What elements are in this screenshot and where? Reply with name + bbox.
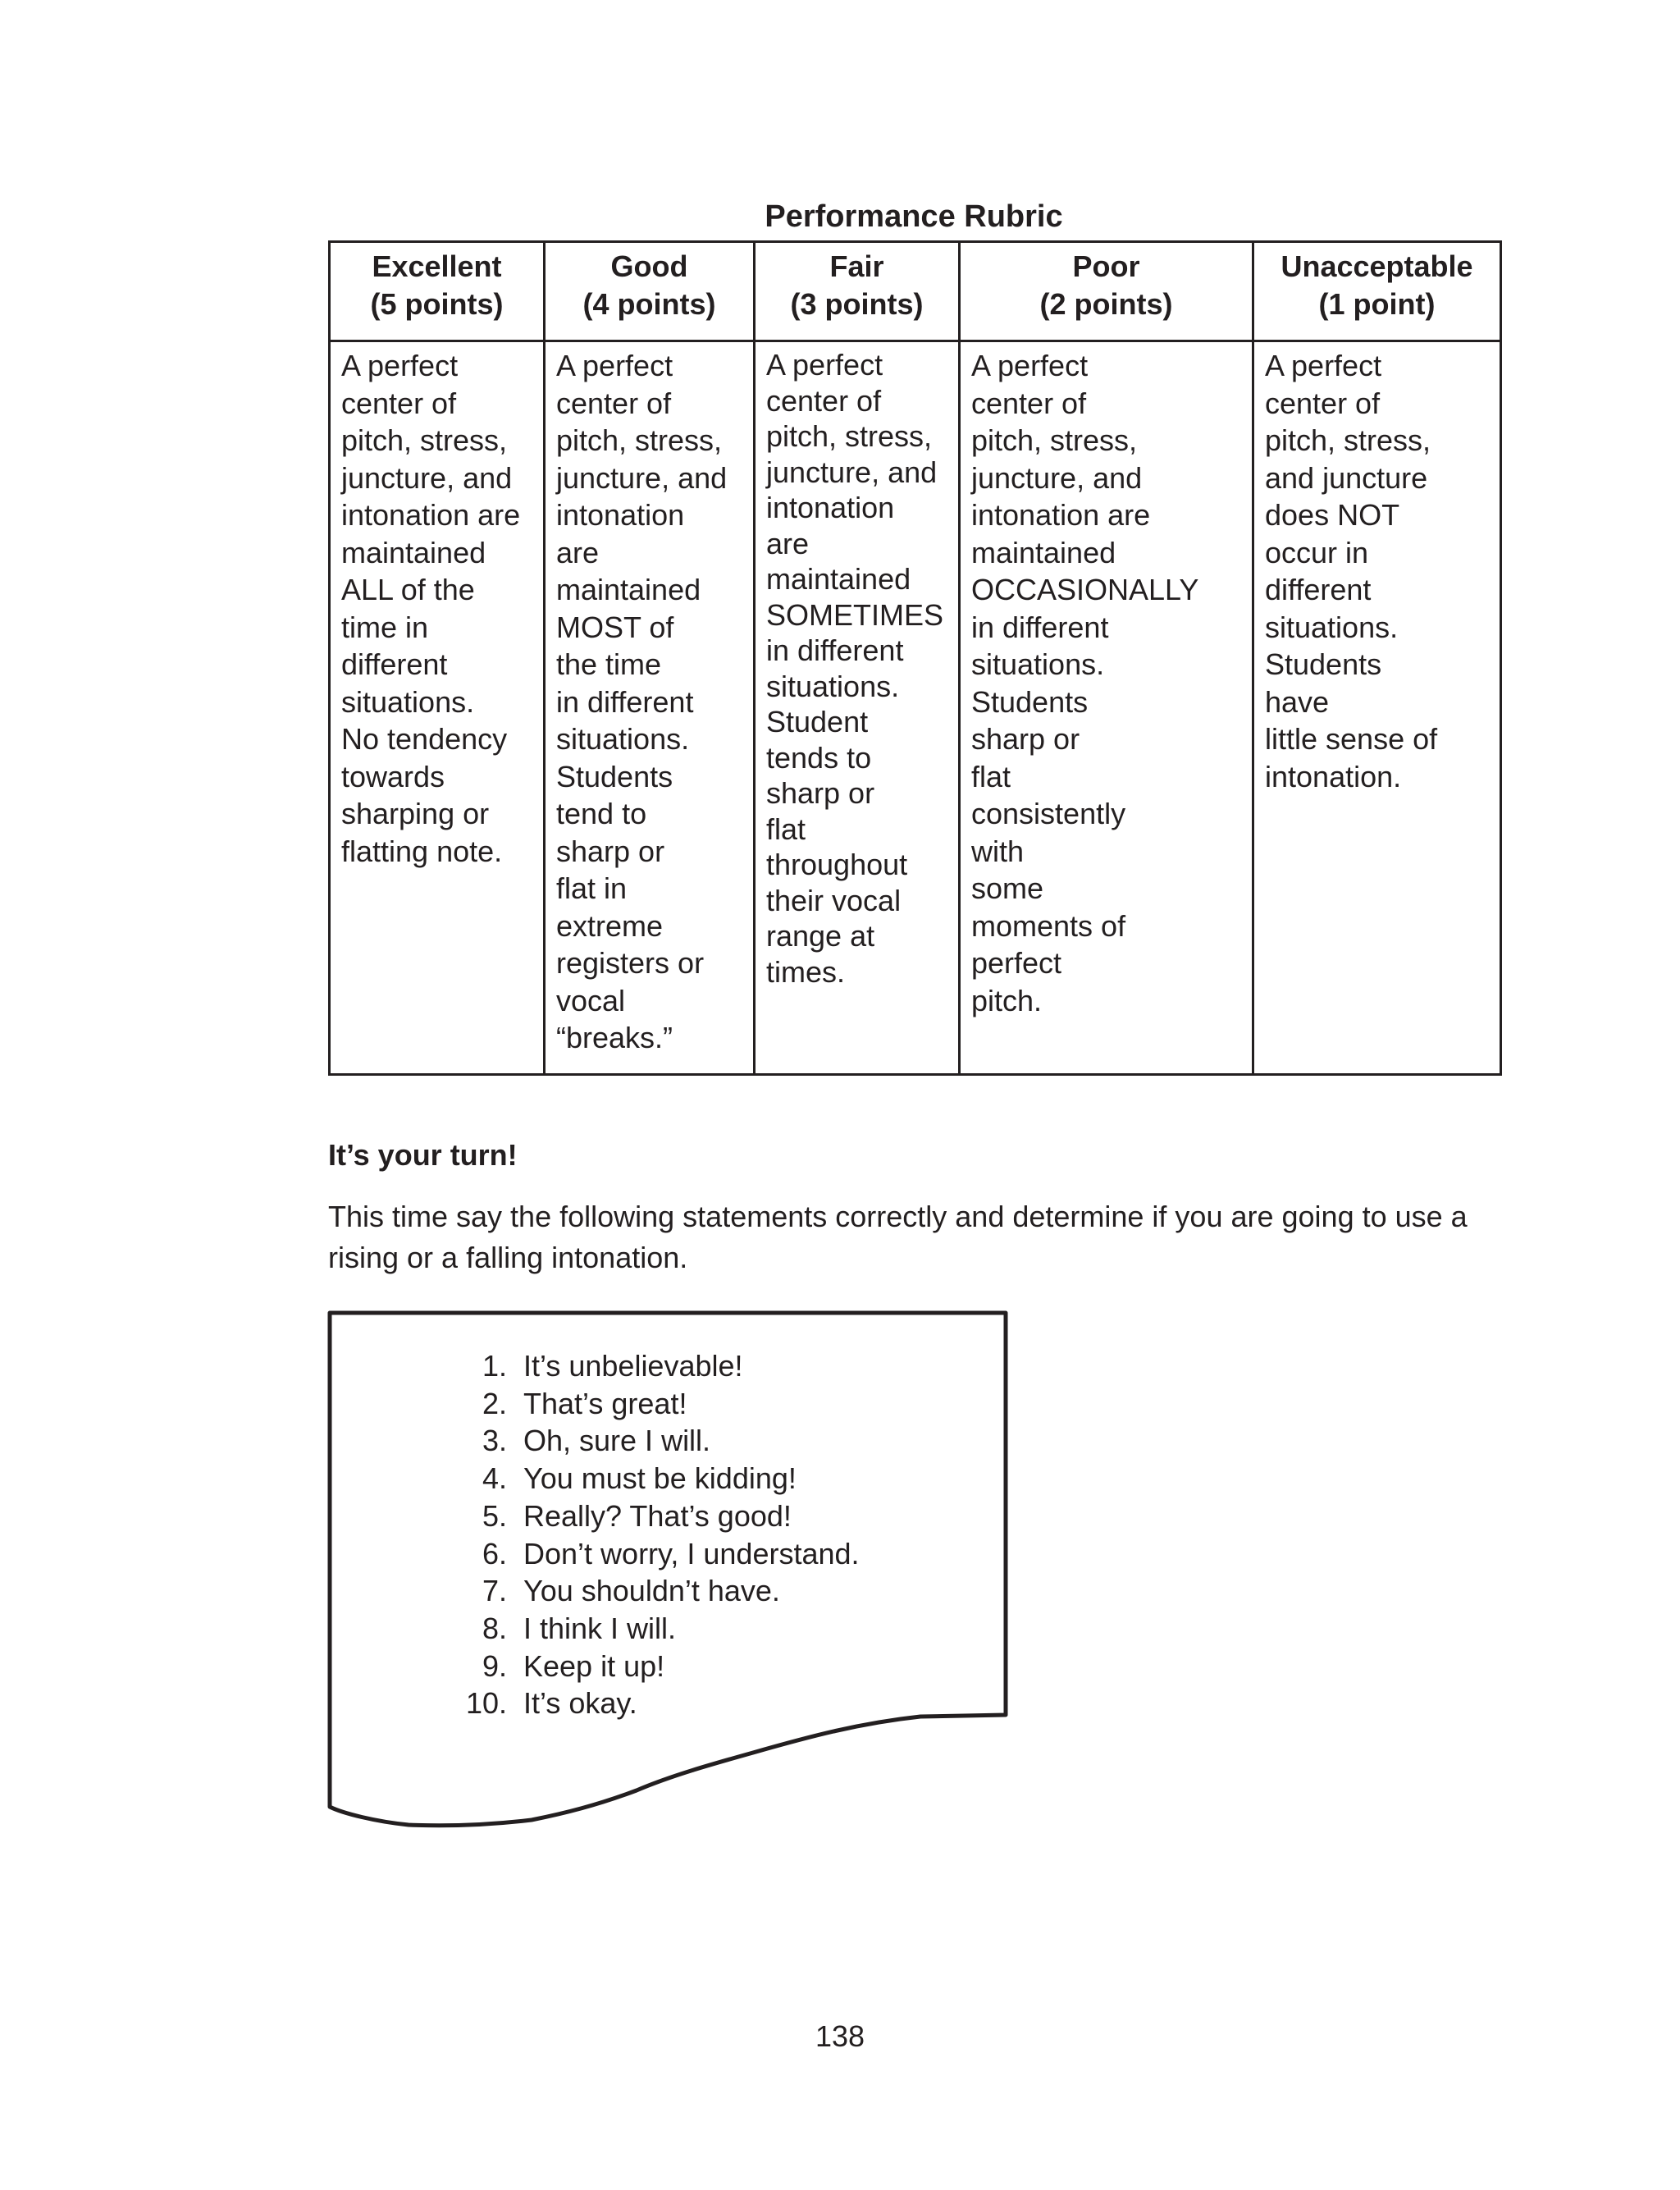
rubric-cell-line: little sense of <box>1265 722 1438 756</box>
rubric-cell-line: pitch, stress, <box>766 419 933 453</box>
rubric-header-good: Good (4 points) <box>545 242 755 341</box>
rubric-cell-line: intonation <box>766 491 895 524</box>
rubric-cell-line: pitch, stress, <box>556 423 723 457</box>
rubric-cell-line: A perfect <box>556 349 673 382</box>
rubric-description-row <box>330 341 1501 1075</box>
rubric-cell-line: juncture, and <box>556 460 728 495</box>
rubric-cell-line: time in <box>341 610 429 644</box>
rubric-cell-line: flatting note. <box>341 834 503 868</box>
rubric-cell-line: intonation. <box>1265 759 1402 793</box>
list-item: 5. Really? That’s good! <box>482 1498 792 1533</box>
rubric-cell-line: times. <box>766 954 846 989</box>
rubric-title: Performance Rubric <box>765 199 1063 234</box>
list-item: 9. Keep it up! <box>482 1648 665 1683</box>
rubric-cell-line: situations. <box>766 669 900 703</box>
rubric-cell-line: are <box>766 526 810 560</box>
rubric-cell-line: Students <box>1265 647 1382 681</box>
rubric-cell-line: different <box>1265 573 1372 606</box>
rubric-cell-line: center of <box>556 386 672 420</box>
rubric-cell-line: A perfect <box>341 349 459 382</box>
rubric-cell-line: in different <box>556 684 694 719</box>
rubric-cell-line: range at <box>766 919 875 953</box>
rubric-cell-line: tends to <box>766 740 872 775</box>
rubric-cell-line: extreme <box>556 908 664 943</box>
rubric-cell-line: their vocal <box>766 883 902 917</box>
rubric-cell-excellent <box>330 341 545 1075</box>
rubric-cell-line: OCCASIONALLY <box>971 573 1199 606</box>
rubric-cell-line: with <box>971 834 1025 868</box>
rubric-cell-line: Students <box>971 684 1089 719</box>
list-item: 4. You must be kidding! <box>482 1461 797 1496</box>
rubric-cell-line: intonation are <box>341 498 521 532</box>
rubric-cell-line: pitch. <box>971 983 1043 1017</box>
rubric-cell-line: consistently <box>971 797 1126 830</box>
rubric-cell-line: tend to <box>556 797 647 830</box>
rubric-cell-line: A perfect <box>766 348 883 382</box>
rubric-cell-line: intonation <box>556 498 685 532</box>
rubric-cell-line: and juncture <box>1265 460 1428 495</box>
rubric-cell-line: juncture, and <box>766 455 938 489</box>
list-item: 7. You shouldn’t have. <box>482 1574 780 1608</box>
rubric-cell-poor <box>960 341 1253 1075</box>
rubric-cell-line: pitch, stress, <box>341 423 508 457</box>
rubric-cell-line: SOMETIMES <box>766 597 944 632</box>
rubric-cell-line: pitch, stress, <box>971 423 1138 457</box>
rubric-cell-line: maintained <box>766 562 911 596</box>
list-item: 8. I think I will. <box>482 1611 677 1645</box>
rubric-cell-line: situations. <box>1265 610 1399 644</box>
rubric-cell-line: center of <box>341 386 457 420</box>
rubric-cell-line: situations. <box>971 647 1105 681</box>
rubric-cell-line: juncture, and <box>971 460 1143 495</box>
rubric-cell-line: center of <box>766 383 882 418</box>
rubric-cell-line: occur in <box>1265 535 1369 569</box>
rubric-cell-line: throughout <box>766 848 908 881</box>
rubric-cell-good <box>545 341 755 1075</box>
rubric-cell-line: flat <box>766 812 806 846</box>
rubric-cell-line: sharp or <box>766 776 875 810</box>
rubric-header-row <box>330 242 1501 341</box>
rubric-cell-line: “breaks.” <box>556 1021 673 1054</box>
rubric-cell-line: in different <box>971 610 1109 644</box>
list-item: 10. It’s okay. <box>465 1686 637 1721</box>
rubric-cell-line: MOST of <box>556 610 674 644</box>
rubric-cell-line: sharping or <box>341 797 490 830</box>
list-item: 6. Don’t worry, I understand. <box>482 1536 860 1570</box>
rubric-cell-fair <box>755 341 960 1075</box>
rubric-cell-line: ALL of the <box>341 573 475 606</box>
rubric-cell-line: sharp or <box>971 722 1080 756</box>
rubric-cell-line: situations. <box>556 722 690 756</box>
rubric-cell-line: sharp or <box>556 834 665 868</box>
rubric-cell-line: Student <box>766 705 869 738</box>
rubric-cell-line: juncture, and <box>341 460 513 495</box>
list-item: 1. It’s unbelievable! <box>482 1349 743 1383</box>
rubric-cell-line: registers or <box>556 946 705 980</box>
rubric-cell-line: center of <box>971 386 1087 420</box>
rubric-header-unacceptable: Unacceptable (1 point) <box>1253 242 1501 341</box>
rubric-cell-line: towards <box>341 759 445 793</box>
rubric-header-excellent: Excellent (5 points) <box>330 242 545 341</box>
rubric-header-fair: Fair (3 points) <box>755 242 960 341</box>
rubric-cell-line: flat in <box>556 871 628 905</box>
rubric-cell-line: A perfect <box>971 349 1089 382</box>
rubric-cell-line: A perfect <box>1265 349 1382 382</box>
rubric-cell-line: in different <box>766 633 904 667</box>
rubric-cell-line: maintained <box>971 535 1116 569</box>
rubric-cell-line: have <box>1265 684 1330 719</box>
list-item: 2. That’s great! <box>482 1386 687 1420</box>
rubric-cell-line: flat <box>971 759 1011 793</box>
performance-rubric-table <box>328 240 1502 1076</box>
activity-heading: It’s your turn! <box>328 1138 518 1172</box>
rubric-cell-line: situations. <box>341 684 475 719</box>
rubric-cell-unacceptable <box>1253 341 1501 1075</box>
rubric-cell-line: some <box>971 871 1044 905</box>
activity-instruction: This time say the following statements correctly and determine if you are going to use a rising or a falling intonation. <box>328 1200 1468 1274</box>
rubric-cell-line: moments of <box>971 908 1126 943</box>
rubric-cell-line: Students <box>556 759 673 793</box>
rubric-cell-line: different <box>341 647 448 681</box>
rubric-cell-line: pitch, stress, <box>1265 423 1431 457</box>
list-item: 3. Oh, sure I will. <box>482 1424 711 1458</box>
rubric-cell-line: maintained <box>556 573 701 606</box>
rubric-cell-line: center of <box>1265 386 1381 420</box>
rubric-cell-line: the time <box>556 647 662 681</box>
rubric-cell-line: perfect <box>971 946 1062 980</box>
rubric-cell-line: maintained <box>341 535 486 569</box>
rubric-cell-line: does NOT <box>1265 498 1400 532</box>
rubric-header-poor: Poor (2 points) <box>960 242 1253 341</box>
rubric-cell-line: are <box>556 535 600 569</box>
rubric-cell-line: No tendency <box>341 722 508 756</box>
rubric-cell-line: intonation are <box>971 498 1151 532</box>
rubric-cell-line: vocal <box>556 983 626 1017</box>
page-number: 138 <box>815 2019 865 2053</box>
statement-list <box>456 1347 860 1722</box>
